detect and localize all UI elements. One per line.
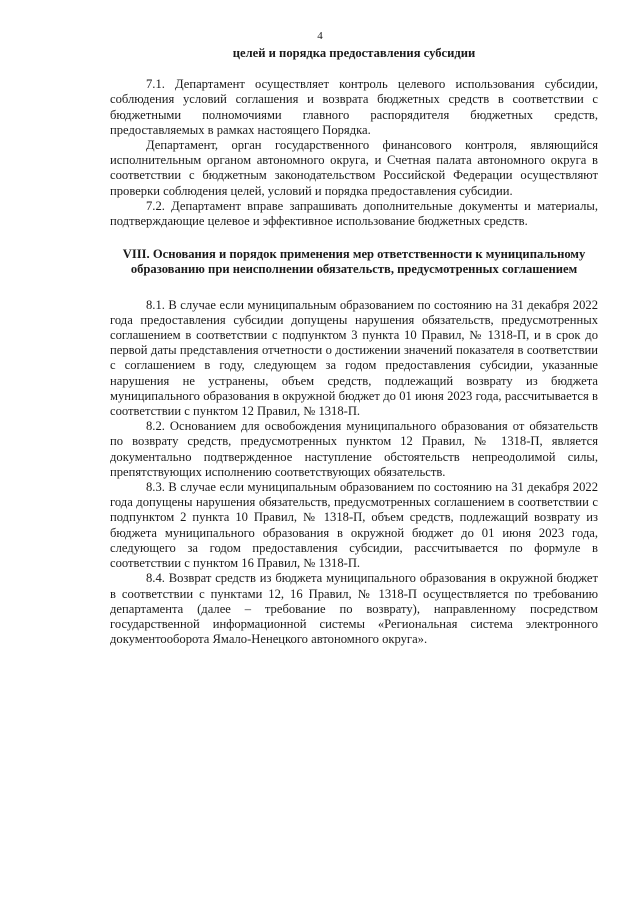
paragraph-8-1: 8.1. В случае если муниципальным образованием по состоянию на 31 декабря 2022 года предоставления субсидии допущены нарушения обязательств, предусмотренных соглашением в соответствии с подпунктом 3 пункта 10 Правил, № 1318-П, и в срок до первой даты представления отчетности о достижении значений показателя в соответствии с соглашением в году, следующем за годом предоставления субсидии, указанные нарушения не устранены, объем средств, подлежащий возврату из бюджета муниципального образования в окружной бюджет до 01 июня 2023 года, рассчитывается в соответствии с пунктом 12 Правил, № 1318-П. (110, 297, 598, 419)
section-heading-continued: целей и порядка предоставления субсидии (232, 46, 476, 60)
paragraph-8-2: 8.2. Основанием для освобождения муниципального образования от обязательств по возврату средств, предусмотренных пунктом 12 Правил, № 1318-П, является документально подтвержденное наступление обстоятельств непреодолимой силы, препятствующих исполнению соответствующих обязательств. (110, 419, 598, 479)
section-8-heading: VIII. Основания и порядок применения мер ответственности к муниципальному образованию при неисполнении обязательств, предусмотренных соглашением (122, 247, 586, 277)
section-8 (110, 298, 598, 648)
paragraph-8-3: 8.3. В случае если муниципальным образованием по состоянию на 31 декабря 2022 года допущены нарушения обязательств, предусмотренных соглашением в соответствии с подпунктом 2 пункта 10 Правил, № 1318-П, объем средств, подлежащий возврату из бюджета муниципального образования в окружной бюджет до 01 июня 2023 года, следующего за годом предоставления субсидии, рассчитывается по формуле в соответствии с пунктом 16 Правил, № 1318-П. (110, 480, 598, 571)
section-7 (110, 77, 598, 229)
paragraph-8-4: 8.4. Возврат средств из бюджета муниципального образования в окружной бюджет в соответствии с пунктами 12, 16 Правил, № 1318-П осуществляется по требованию департамента (далее – требование по возврату), направленному посредством государственной информационной системы «Региональная система электронного документооборота Ямало-Ненецкого автономного округа». (110, 571, 598, 647)
page-number: 4 (317, 30, 323, 42)
document-body (110, 46, 598, 647)
paragraph-7-1-cont: Департамент, орган государственного финансового контроля, являющийся исполнительным органом автономного округа, и Счетная палата автономного округа в соответствии с бюджетным законодательством Российской Федерации осуществляют проверки соблюдения целей, условий и порядка предоставления субсидии. (110, 138, 598, 198)
paragraph-7-2: 7.2. Департамент вправе запрашивать дополнительные документы и материалы, подтверждающие целевое и эффективное использование бюджетных средств. (110, 198, 598, 229)
paragraph-7-1: 7.1. Департамент осуществляет контроль целевого использования субсидии, соблюдения условий соглашения и возврата бюджетных средств в соответствии с бюджетными полномочиями главного распорядителя бюджетных средств, предоставляемых в рамках настоящего Порядка. (110, 77, 598, 137)
